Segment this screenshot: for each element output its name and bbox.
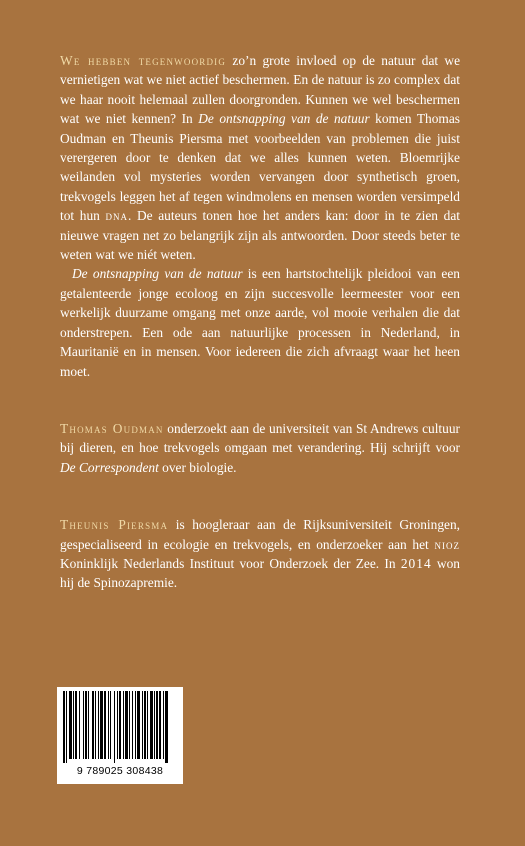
barcode-bar (150, 691, 153, 759)
barcode-bar (108, 691, 109, 759)
dna-small-caps: dna (105, 208, 128, 224)
isbn-number: 9 789025 308438 (76, 765, 164, 777)
barcode-bar (117, 691, 118, 759)
barcode-bar (63, 691, 65, 763)
barcode-bar (88, 691, 89, 759)
barcode-bar (147, 691, 148, 759)
year-oldstyle: 2014 (400, 555, 432, 571)
bio-oudman (60, 419, 460, 477)
author-name-piersma: Theunis Piersma (60, 517, 169, 533)
barcode-bar (98, 691, 99, 759)
bio-text: won hij de Spinozapremie. (60, 555, 460, 591)
barcode-bar (137, 691, 140, 759)
barcode-bar (119, 691, 121, 759)
blurb-text: is een hartstochtelijk pleidooi van een getalenteerde jonge ecoloog en zijn succesvolle leermeester voor een werkelijk duurzame omgang met onze aarde, vol mooie verhalen die dat onderstrepen. Een ode aan natuurlijke processen in Nederland, in Mauritanië en in mensen. Voor iedereen die zich afvraagt waar het heen moet. (60, 266, 460, 379)
bio-text: Koninklijk Nederlands Instituut voor Onderzoek der Zee. In (60, 555, 401, 571)
barcode-bar (114, 691, 115, 763)
barcode-bar (83, 691, 84, 759)
barcode-bar (154, 691, 155, 759)
lead-in-small-caps: We hebben tegenwoordig (60, 53, 227, 68)
publication-italic: De Correspondent (60, 459, 159, 475)
barcode-bar (123, 691, 124, 759)
blurb-text: zo’n grote invloed op de natuur dat we vernietigen wat we niet actief beschermen. En de natuur is zo complex dat we haar nooit helemaal zullen doorgronden. Kunnen we wel beschermen wat we niet kennen? In (60, 53, 461, 127)
book-title-italic: De ontsnapping van de natuur (198, 111, 370, 127)
barcode-bar (85, 691, 87, 759)
barcode-bar (92, 691, 94, 759)
nioz-small-caps: nioz (434, 536, 460, 552)
blurb-paragraph-2 (60, 264, 460, 380)
barcode-bar (75, 691, 77, 759)
author-name-oudman: Thomas Oudman (60, 420, 164, 436)
barcode-bar (156, 691, 158, 759)
book-title-italic: De ontsnapping van de natuur (72, 266, 243, 282)
barcode-bar (104, 691, 106, 759)
barcode-bar (66, 691, 67, 763)
barcode-bar (132, 691, 133, 759)
bio-text: onderzoekt aan de universiteit van St Andrews cultuur bij dieren, en hoe trekvogels omgaan met verandering. Hij schrijft voor (60, 420, 460, 456)
blurb-text: . De auteurs tonen hoe het anders kan: door in te zien dat nieuwe vragen net zo belangrijk zijn als antwoorden. Door steeds beter te weten wat we niét weten. (60, 208, 460, 263)
barcode-bar (100, 691, 103, 759)
blurb-paragraph-1 (60, 51, 460, 264)
barcode-bar (144, 691, 146, 759)
barcode-bar (165, 691, 168, 763)
bio-text: over biologie. (158, 459, 237, 475)
bio-text: is hoogleraar aan de Rijksuniversiteit Groningen, gespecialiseerd in ecologie en trekvogels, en onderzoeker aan het (60, 517, 460, 552)
barcode-bar (159, 691, 161, 759)
barcode-bar (135, 691, 136, 759)
barcode-bar (110, 691, 111, 759)
blurb-text-block (60, 51, 460, 593)
barcode-bar (79, 691, 80, 759)
barcode-bar (129, 691, 130, 759)
isbn-barcode (57, 687, 183, 784)
bio-piersma (60, 515, 460, 593)
barcode-bar (163, 691, 164, 759)
barcode-bar (95, 691, 96, 759)
barcode-bar (73, 691, 74, 759)
blurb-text: komen Thomas Oudman en Theunis Piersma met voorbeelden van problemen die juist verergeren door te denken dat we alles kunnen weten. Bloemrijke weilanden vol mysteries worden vervangen door synthetisch groen, trekvogels leggen het af tegen windmolens en mensen worden versimpeld tot hun (60, 111, 460, 224)
barcode-bar (69, 691, 72, 759)
barcode-icon (61, 691, 179, 763)
barcode-bar (125, 691, 128, 759)
barcode-bar (142, 691, 143, 759)
